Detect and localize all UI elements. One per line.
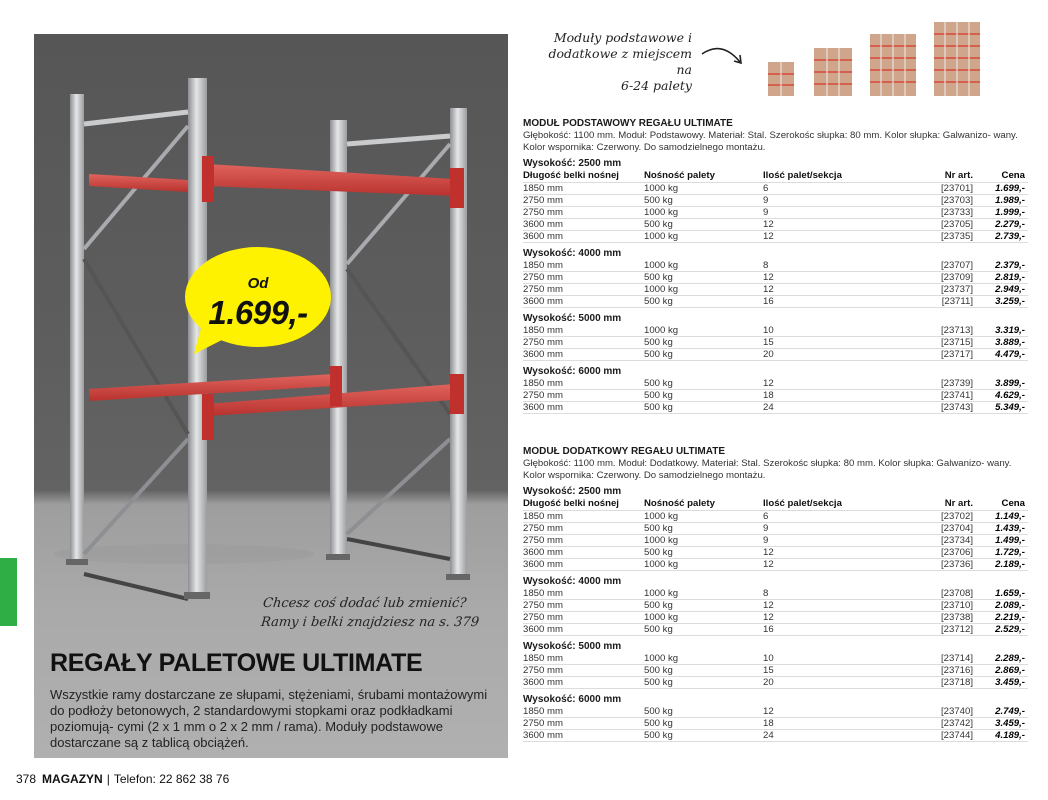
price-cell: 2.529,- [995, 624, 1025, 635]
load-cell: 500 kg [644, 378, 673, 389]
pallets-cell: 20 [763, 677, 774, 688]
pallets-cell: 12 [763, 559, 774, 570]
table-row [523, 653, 1028, 665]
table-row [523, 325, 1028, 337]
cross-reference-note [260, 594, 482, 632]
table-row [523, 231, 1028, 243]
table-row [523, 402, 1028, 414]
pallets-cell: 16 [763, 296, 774, 307]
note-line: Moduły podstawowe i [553, 30, 692, 45]
product-description: Wszystkie ramy dostarczane ze słupami, stężeniami, śrubami montażowymi do podłoży betonowych, 2 standardowymi stopkami oraz podkładkami poziomują- cymi (2 x 1 mm o 2 x 2 mm / rama). Moduły podstawowe dostarczane są z tablicą obciążeń. [50, 687, 488, 750]
length-cell: 1850 mm [523, 325, 563, 336]
article-cell: [23741] [940, 390, 973, 401]
article-cell: [23710] [940, 600, 973, 611]
col-length: Długość belki nośnej [523, 170, 619, 181]
pallets-cell: 12 [763, 600, 774, 611]
section-additional-module [523, 446, 1028, 742]
col-load: Nośność palety [644, 170, 715, 181]
load-cell: 500 kg [644, 219, 673, 230]
col-length: Długość belki nośnej [523, 498, 619, 509]
load-cell: 1000 kg [644, 260, 679, 271]
pallets-cell: 15 [763, 665, 774, 676]
load-cell: 500 kg [644, 195, 673, 206]
article-cell: [23715] [940, 337, 973, 348]
pallets-cell: 12 [763, 219, 774, 230]
price-cell: 4.479,- [995, 349, 1025, 360]
price-cell: 2.819,- [995, 272, 1025, 283]
length-cell: 2750 mm [523, 665, 563, 676]
section-name: MAGAZYN [42, 772, 103, 786]
load-cell: 500 kg [644, 718, 673, 729]
note-line: Ramy i belki znajdziesz na s. 379 [260, 615, 480, 630]
table-row [523, 535, 1028, 547]
article-cell: [23704] [940, 523, 973, 534]
pallets-cell: 12 [763, 612, 774, 623]
rack-size-icons [760, 18, 1030, 100]
col-price: Cena [1001, 498, 1025, 509]
table-row [523, 612, 1028, 624]
pallets-cell: 10 [763, 325, 774, 336]
footer-separator: | [106, 772, 110, 786]
article-cell: [23706] [940, 547, 973, 558]
pallets-cell: 12 [763, 231, 774, 242]
length-cell: 2750 mm [523, 535, 563, 546]
article-cell: [23743] [940, 402, 973, 413]
note-line: dodatkowe z miejscem na [548, 46, 692, 77]
height-label: Wysokość: 6000 mm [523, 366, 622, 377]
load-cell: 500 kg [644, 600, 673, 611]
pallets-cell: 6 [763, 511, 769, 522]
table-row [523, 349, 1028, 361]
table-row [523, 284, 1028, 296]
pallets-cell: 12 [763, 547, 774, 558]
table-body [523, 325, 1028, 361]
section-basic-module [523, 118, 1028, 414]
price-cell: 2.289,- [995, 653, 1025, 664]
section-tab-marker [0, 558, 17, 626]
table-row [523, 511, 1028, 523]
table-row [523, 219, 1028, 231]
length-cell: 1850 mm [523, 653, 563, 664]
price-cell: 3.459,- [995, 718, 1025, 729]
table-row [523, 677, 1028, 689]
load-cell: 500 kg [644, 547, 673, 558]
pallets-cell: 12 [763, 378, 774, 389]
table-header [523, 170, 1028, 183]
table-body [523, 260, 1028, 308]
pallets-cell: 12 [763, 272, 774, 283]
rack-icon-large [870, 34, 916, 96]
price-cell: 5.349,- [995, 402, 1025, 413]
article-cell: [23737] [940, 284, 973, 295]
pallets-cell: 9 [763, 535, 769, 546]
table-body [523, 511, 1028, 571]
article-cell: [23716] [940, 665, 973, 676]
article-cell: [23740] [940, 706, 973, 717]
col-load: Nośność palety [644, 498, 715, 509]
phone-number: Telefon: 22 862 38 76 [113, 772, 230, 786]
length-cell: 2750 mm [523, 337, 563, 348]
length-cell: 3600 mm [523, 231, 563, 242]
article-cell: [23707] [940, 260, 973, 271]
article-cell: [23705] [940, 219, 973, 230]
rack-icon-xlarge [934, 22, 980, 96]
length-cell: 3600 mm [523, 349, 563, 360]
col-pallets: Ilość palet/sekcja [763, 498, 842, 509]
length-cell: 1850 mm [523, 378, 563, 389]
length-cell: 3600 mm [523, 677, 563, 688]
note-line: 6-24 palety [621, 78, 692, 93]
pallets-cell: 15 [763, 337, 774, 348]
height-label: Wysokość: 6000 mm [523, 694, 622, 705]
height-label: Wysokość: 4000 mm [523, 248, 622, 259]
pallets-cell: 9 [763, 195, 769, 206]
load-cell: 1000 kg [644, 511, 679, 522]
length-cell: 3600 mm [523, 402, 563, 413]
table-row [523, 559, 1028, 571]
note-line: Chcesz coś dodać lub zmienić? [262, 596, 468, 611]
price-cell: 1.999,- [995, 207, 1025, 218]
table-row [523, 600, 1028, 612]
price-cell: 2.189,- [995, 559, 1025, 570]
pallets-cell: 10 [763, 653, 774, 664]
rack-icon-small [768, 62, 794, 96]
load-cell: 500 kg [644, 337, 673, 348]
article-cell: [23702] [940, 511, 973, 522]
pallets-cell: 6 [763, 183, 769, 194]
load-cell: 1000 kg [644, 284, 679, 295]
pallets-cell: 24 [763, 402, 774, 413]
pallets-cell: 9 [763, 207, 769, 218]
pallets-cell: 8 [763, 260, 769, 271]
table-row [523, 588, 1028, 600]
product-title: REGAŁY PALETOWE ULTIMATE [50, 649, 423, 677]
col-pallets: Ilość palet/sekcja [763, 170, 842, 181]
table-row [523, 207, 1028, 219]
table-row [523, 730, 1028, 742]
length-cell: 2750 mm [523, 195, 563, 206]
table-row [523, 272, 1028, 284]
article-cell: [23708] [940, 588, 973, 599]
length-cell: 2750 mm [523, 600, 563, 611]
table-row [523, 706, 1028, 718]
table-body [523, 183, 1028, 243]
length-cell: 3600 mm [523, 730, 563, 741]
load-cell: 500 kg [644, 296, 673, 307]
price-prefix: Od [247, 275, 269, 292]
table-row [523, 195, 1028, 207]
page-number: 378 [16, 772, 37, 786]
article-cell: [23714] [940, 653, 973, 664]
article-cell: [23718] [940, 677, 973, 688]
pallets-cell: 18 [763, 718, 774, 729]
table-body [523, 653, 1028, 689]
price-cell: 1.149,- [995, 511, 1025, 522]
height-label: Wysokość: 2500 mm [523, 158, 622, 169]
article-cell: [23709] [940, 272, 973, 283]
article-cell: [23735] [940, 231, 973, 242]
load-cell: 1000 kg [644, 535, 679, 546]
article-cell: [23701] [940, 183, 973, 194]
article-cell: [23734] [940, 535, 973, 546]
height-label: Wysokość: 2500 mm [523, 486, 622, 497]
table-row [523, 337, 1028, 349]
section-description: Głębokość: 1100 mm. Moduł: Podstawowy. Materiał: Stal. Szerokośc słupka: 80 mm. Kolor słupka: Galwanizo- wany. Kolor wspornika: Czerwony. Do samodzielnego montażu. [523, 130, 1018, 153]
table-row [523, 665, 1028, 677]
article-cell: [23739] [940, 378, 973, 389]
pallets-cell: 9 [763, 523, 769, 534]
table-body [523, 588, 1028, 636]
price-cell: 2.279,- [995, 219, 1025, 230]
price-cell: 1.499,- [995, 535, 1025, 546]
length-cell: 1850 mm [523, 183, 563, 194]
price-cell: 3.459,- [995, 677, 1025, 688]
height-label: Wysokość: 5000 mm [523, 641, 622, 652]
article-cell: [23703] [940, 195, 973, 206]
load-cell: 1000 kg [644, 207, 679, 218]
pallets-cell: 16 [763, 624, 774, 635]
load-cell: 500 kg [644, 677, 673, 688]
price-cell: 1.659,- [995, 588, 1025, 599]
length-cell: 2750 mm [523, 284, 563, 295]
pallets-cell: 24 [763, 730, 774, 741]
price-cell: 1.989,- [995, 195, 1025, 206]
table-row [523, 718, 1028, 730]
table-header [523, 498, 1028, 511]
price-cell: 3.259,- [995, 296, 1025, 307]
table-body [523, 706, 1028, 742]
section-description: Głębokość: 1100 mm. Moduł: Dodatkowy. Materiał: Stal. Szerokośc słupka: 80 mm. Kolor słupka: Galwanizo- wany. Kolor wspornika: Czerwony. Do samodzielnego montażu. [523, 458, 1012, 481]
pallets-cell: 8 [763, 588, 769, 599]
length-cell: 1850 mm [523, 588, 563, 599]
pallets-cell: 12 [763, 284, 774, 295]
table-row [523, 260, 1028, 272]
price-cell: 2.949,- [995, 284, 1025, 295]
length-cell: 1850 mm [523, 511, 563, 522]
table-row [523, 378, 1028, 390]
length-cell: 3600 mm [523, 624, 563, 635]
pallets-cell: 18 [763, 390, 774, 401]
load-cell: 1000 kg [644, 612, 679, 623]
article-cell: [23733] [940, 207, 973, 218]
table-row [523, 547, 1028, 559]
article-cell: [23717] [940, 349, 973, 360]
page-footer [16, 772, 229, 786]
load-cell: 1000 kg [644, 183, 679, 194]
table-row [523, 523, 1028, 535]
length-cell: 2750 mm [523, 390, 563, 401]
load-cell: 500 kg [644, 349, 673, 360]
col-article: Nr art. [944, 170, 973, 181]
price-cell: 4.629,- [995, 390, 1025, 401]
article-cell: [23711] [941, 296, 973, 307]
price-cell: 1.699,- [995, 183, 1025, 194]
article-cell: [23744] [940, 730, 973, 741]
table-row [523, 390, 1028, 402]
load-cell: 500 kg [644, 402, 673, 413]
pallets-cell: 20 [763, 349, 774, 360]
pallets-cell: 12 [763, 706, 774, 717]
article-cell: [23736] [940, 559, 973, 570]
price-cell: 2.739,- [995, 231, 1025, 242]
price-cell: 3.899,- [995, 378, 1025, 389]
length-cell: 2750 mm [523, 718, 563, 729]
price-bubble [184, 249, 332, 347]
col-article: Nr art. [944, 498, 973, 509]
length-cell: 2750 mm [523, 207, 563, 218]
price-cell: 3.889,- [995, 337, 1025, 348]
price-cell: 3.319,- [995, 325, 1025, 336]
length-cell: 3600 mm [523, 219, 563, 230]
length-cell: 1850 mm [523, 260, 563, 271]
load-cell: 1000 kg [644, 559, 679, 570]
modules-note [540, 30, 692, 94]
load-cell: 1000 kg [644, 325, 679, 336]
price-cell: 2.219,- [995, 612, 1025, 623]
price-cell: 2.089,- [995, 600, 1025, 611]
load-cell: 1000 kg [644, 231, 679, 242]
curved-arrow-icon [700, 40, 746, 68]
load-cell: 500 kg [644, 665, 673, 676]
product-photo [34, 34, 508, 758]
length-cell: 2750 mm [523, 612, 563, 623]
col-price: Cena [1001, 170, 1025, 181]
article-cell: [23712] [940, 624, 973, 635]
article-cell: [23713] [940, 325, 973, 336]
starting-price: 1.699,- [208, 294, 308, 331]
rack-icon-medium [814, 48, 852, 96]
price-cell: 2.869,- [995, 665, 1025, 676]
price-cell: 4.189,- [995, 730, 1025, 741]
height-label: Wysokość: 5000 mm [523, 313, 622, 324]
length-cell: 3600 mm [523, 547, 563, 558]
section-title: MODUŁ DODATKOWY REGAŁU ULTIMATE [523, 446, 726, 457]
price-cell: 1.439,- [995, 523, 1025, 534]
price-cell: 2.379,- [995, 260, 1025, 271]
load-cell: 500 kg [644, 706, 673, 717]
load-cell: 500 kg [644, 272, 673, 283]
height-label: Wysokość: 4000 mm [523, 576, 622, 587]
load-cell: 1000 kg [644, 588, 679, 599]
load-cell: 1000 kg [644, 653, 679, 664]
load-cell: 500 kg [644, 730, 673, 741]
price-cell: 2.749,- [995, 706, 1025, 717]
article-cell: [23738] [940, 612, 973, 623]
load-cell: 500 kg [644, 390, 673, 401]
length-cell: 2750 mm [523, 272, 563, 283]
table-body [523, 378, 1028, 414]
length-cell: 2750 mm [523, 523, 563, 534]
length-cell: 1850 mm [523, 706, 563, 717]
length-cell: 3600 mm [523, 559, 563, 570]
load-cell: 500 kg [644, 523, 673, 534]
section-title: MODUŁ PODSTAWOWY REGAŁU ULTIMATE [523, 118, 733, 129]
table-row [523, 624, 1028, 636]
table-row [523, 296, 1028, 308]
length-cell: 3600 mm [523, 296, 563, 307]
load-cell: 500 kg [644, 624, 673, 635]
price-cell: 1.729,- [995, 547, 1025, 558]
table-row [523, 183, 1028, 195]
article-cell: [23742] [940, 718, 973, 729]
